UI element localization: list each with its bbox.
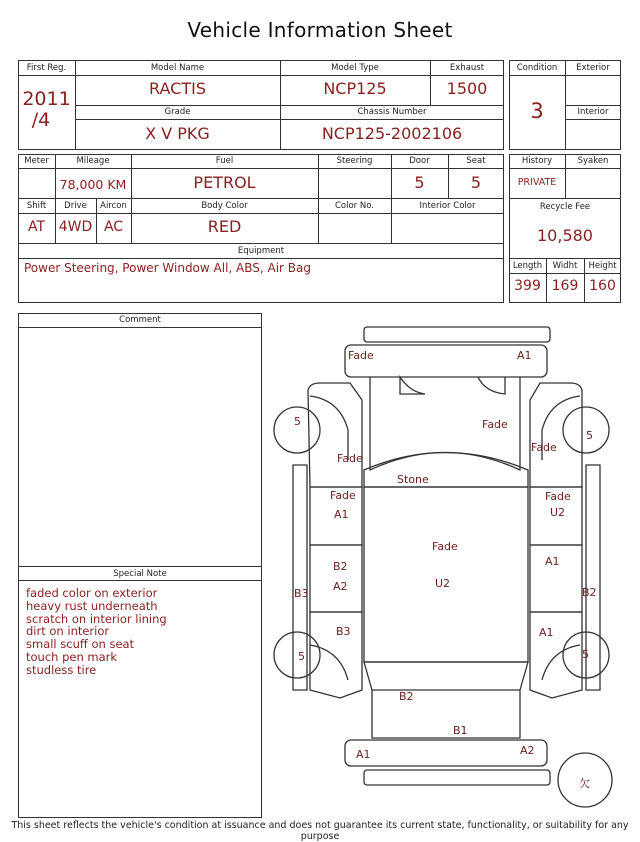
damage-mark: Fade [432,540,458,553]
damage-mark: A2 [333,580,348,593]
damage-mark: B1 [453,724,468,737]
exhaust-value: 1500 [446,79,488,98]
note-item: studless tire [26,662,97,677]
recycle-label: Recycle Fee [539,202,591,212]
damage-mark: B3 [294,587,309,600]
damage-mark: A1 [539,626,554,639]
damage-mark: Fade [545,490,571,503]
interior-label: Interior [577,107,609,117]
aircon-label: Aircon [100,201,127,211]
tire-rear-left: 5 [298,650,305,663]
height-value: 160 [589,278,616,294]
damage-mark: Fade [348,349,374,362]
model-type-value: NCP125 [323,79,387,98]
body-color-label: Body Color [201,201,248,211]
sheet-title: Vehicle Information Sheet [187,18,453,42]
comment-label: Comment [119,315,161,325]
body-color-value: RED [207,217,242,236]
fuel-value: PETROL [193,173,256,192]
damage-mark: B2 [582,586,597,599]
tire-rear-right: 5 [582,648,589,661]
damage-mark: Stone [397,473,429,486]
door-value: 5 [414,173,425,192]
width-value: 169 [551,278,579,294]
mileage-label: Mileage [76,156,110,166]
grade-label: Grade [164,107,191,117]
meter-label: Meter [24,156,49,166]
damage-mark: A2 [520,744,535,757]
damage-mark: U2 [550,506,566,519]
model-type-label: Model Type [331,63,379,73]
damage-mark: B2 [333,560,348,573]
exterior-label: Exterior [576,63,610,73]
damage-mark: Fade [337,452,363,465]
mileage-value: 78,000 KM [59,177,127,192]
history-label: History [521,156,553,166]
seat-value: 5 [470,173,482,192]
steering-label: Steering [336,156,373,166]
condition-label: Condition [516,63,558,73]
history-value: PRIVATE [517,177,557,188]
damage-mark: A1 [356,748,371,761]
recycle-value: 10,580 [537,226,593,245]
note-item: dirt on interior [26,624,110,639]
model-name-label: Model Name [150,63,205,73]
damage-mark: B3 [336,625,351,638]
tire-front-left: 5 [294,415,301,428]
note-item: faded color on exterior [26,586,158,600]
shift-label: Shift [26,201,47,211]
width-label: Widht [552,261,578,271]
drive-value: 4WD [58,219,93,235]
grade-value: X V PKG [145,124,210,143]
first-reg-year: 2011 [22,88,71,110]
chassis-label: Chassis Number [357,107,427,117]
spare-tire-mark: 欠 [579,777,590,790]
chassis-value: NCP125-2002106 [321,124,463,143]
door-label: Door [409,156,430,166]
drive-label: Drive [64,201,87,211]
equipment-value: Power Steering, Power Window All, ABS, Air Bag [24,261,312,275]
first-reg-label: First Reg. [26,63,67,73]
note-item: small scuff on seat [26,637,135,652]
note-item: touch pen mark [26,649,118,664]
fuel-label: Fuel [215,156,234,166]
color-no-label: Color No. [334,201,374,211]
damage-mark: U2 [435,577,451,590]
disclaimer-footer: This sheet reflects the vehicle's condition at issuance and does not guarantee its current state, functionality, or suitability for any purpose [11,820,629,842]
seat-label: Seat [466,156,486,166]
damage-mark: A1 [517,349,532,362]
damage-mark: Fade [330,489,356,502]
model-name-value: RACTIS [149,79,206,98]
shift-value: AT [27,219,46,235]
equipment-label: Equipment [237,246,285,256]
syaken-label: Syaken [577,156,609,166]
tire-front-right: 5 [586,429,593,442]
length-label: Length [512,261,543,271]
exhaust-label: Exhaust [449,63,485,73]
condition-value: 3 [530,99,544,123]
aircon-value: AC [103,219,124,235]
special-note-label: Special Note [113,569,167,579]
note-item: scratch on interior lining [26,611,167,626]
first-reg-month: /4 [31,109,51,131]
damage-mark: Fade [482,418,508,431]
damage-mark: Fade [531,441,557,454]
height-label: Height [588,261,617,271]
length-value: 399 [514,278,541,294]
damage-mark: A1 [545,555,560,568]
note-item: heavy rust underneath [26,598,158,613]
interior-color-label: Interior Color [419,201,476,211]
damage-mark: B2 [399,690,414,703]
damage-mark: A1 [334,508,349,521]
